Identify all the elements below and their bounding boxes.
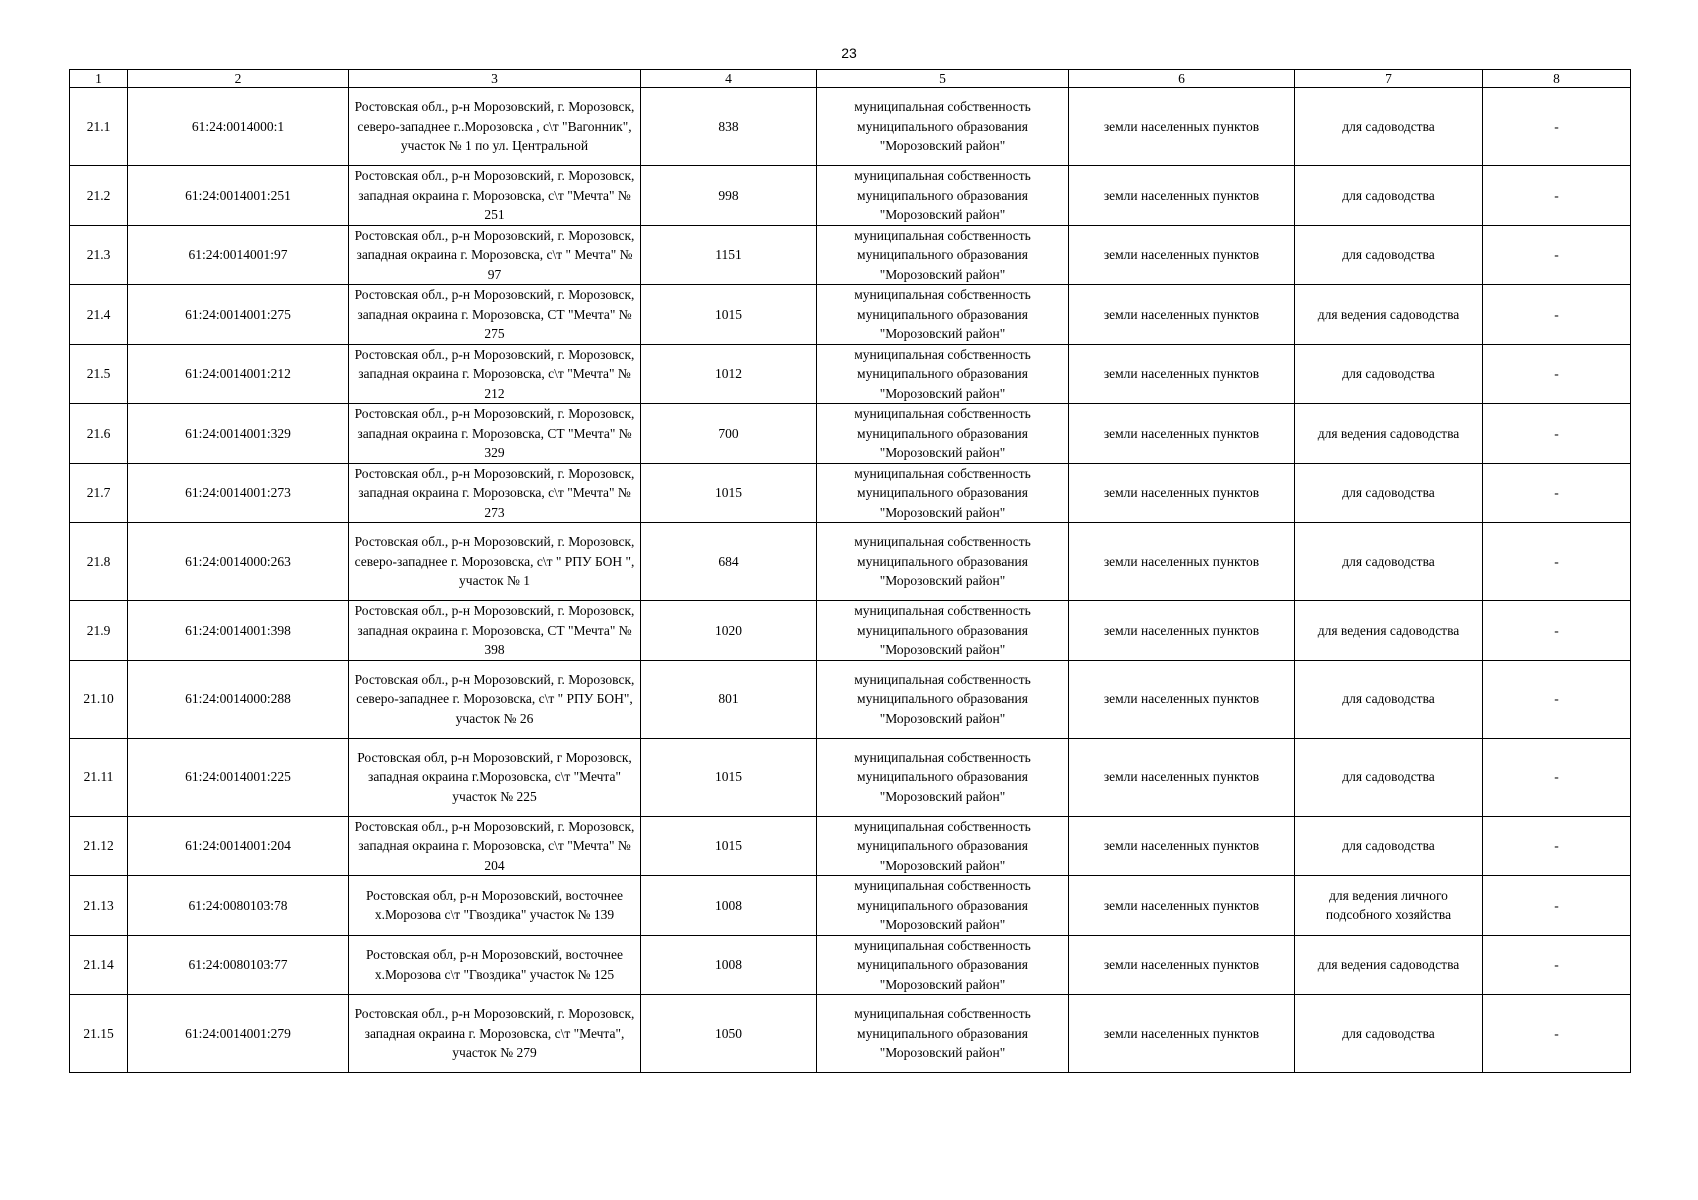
note-cell: -	[1483, 601, 1631, 661]
ownership-cell: муниципальная собственность муниципального образования "Морозовский район"	[817, 285, 1069, 345]
area-cell: 1008	[641, 876, 817, 936]
note-cell: -	[1483, 166, 1631, 226]
cadastral-number-cell: 61:24:0014001:251	[128, 166, 349, 226]
address-cell: Ростовская обл., р-н Морозовский, г. Морозовск, западная окраина г. Морозовска, с\т "Мечта" № 273	[349, 463, 641, 523]
table-row	[70, 344, 1631, 404]
area-cell: 838	[641, 88, 817, 166]
permitted-use-cell: для ведения садоводства	[1295, 285, 1483, 345]
ownership-cell: муниципальная собственность муниципального образования "Морозовский район"	[817, 88, 1069, 166]
cadastral-number-cell: 61:24:0080103:77	[128, 935, 349, 995]
note-cell: -	[1483, 995, 1631, 1073]
address-cell: Ростовская обл., р-н Морозовский, г. Морозовск, северо-западнее г..Морозовска , с\т "Вагонник", участок № 1 по ул. Центральной	[349, 88, 641, 166]
column-header-5: 5	[817, 70, 1069, 88]
land-category-cell: земли населенных пунктов	[1069, 225, 1295, 285]
note-cell: -	[1483, 935, 1631, 995]
column-header-8: 8	[1483, 70, 1631, 88]
land-category-cell: земли населенных пунктов	[1069, 876, 1295, 936]
table-row	[70, 523, 1631, 601]
note-cell: -	[1483, 660, 1631, 738]
cadastral-number-cell: 61:24:0014001:398	[128, 601, 349, 661]
table-row	[70, 816, 1631, 876]
table-row	[70, 995, 1631, 1073]
cadastral-number-cell: 61:24:0014000:288	[128, 660, 349, 738]
land-category-cell: земли населенных пунктов	[1069, 166, 1295, 226]
row-number-cell: 21.4	[70, 285, 128, 345]
row-number-cell: 21.15	[70, 995, 128, 1073]
table-row	[70, 935, 1631, 995]
land-category-cell: земли населенных пунктов	[1069, 285, 1295, 345]
cadastral-number-cell: 61:24:0014000:263	[128, 523, 349, 601]
ownership-cell: муниципальная собственность муниципального образования "Морозовский район"	[817, 463, 1069, 523]
table-row	[70, 660, 1631, 738]
address-cell: Ростовская обл., р-н Морозовский, г. Морозовск, западная окраина г. Морозовска, СТ "Мечта" № 275	[349, 285, 641, 345]
table-row	[70, 404, 1631, 464]
column-header-1: 1	[70, 70, 128, 88]
area-cell: 684	[641, 523, 817, 601]
land-category-cell: земли населенных пунктов	[1069, 660, 1295, 738]
permitted-use-cell: для садоводства	[1295, 660, 1483, 738]
land-category-cell: земли населенных пунктов	[1069, 935, 1295, 995]
table-row	[70, 738, 1631, 816]
land-plots-table	[69, 69, 1631, 1073]
land-category-cell: земли населенных пунктов	[1069, 344, 1295, 404]
address-cell: Ростовская обл., р-н Морозовский, г. Морозовск, западная окраина г. Морозовска, СТ "Мечта" № 398	[349, 601, 641, 661]
ownership-cell: муниципальная собственность муниципального образования "Морозовский район"	[817, 816, 1069, 876]
note-cell: -	[1483, 876, 1631, 936]
ownership-cell: муниципальная собственность муниципального образования "Морозовский район"	[817, 935, 1069, 995]
ownership-cell: муниципальная собственность муниципального образования "Морозовский район"	[817, 601, 1069, 661]
note-cell: -	[1483, 523, 1631, 601]
table-row	[70, 601, 1631, 661]
permitted-use-cell: для ведения садоводства	[1295, 601, 1483, 661]
address-cell: Ростовская обл., р-н Морозовский, г. Морозовск, западная окраина г. Морозовска, с\т "Мечта", участок № 279	[349, 995, 641, 1073]
row-number-cell: 21.9	[70, 601, 128, 661]
column-header-6: 6	[1069, 70, 1295, 88]
cadastral-number-cell: 61:24:0014001:212	[128, 344, 349, 404]
ownership-cell: муниципальная собственность муниципального образования "Морозовский район"	[817, 876, 1069, 936]
row-number-cell: 21.3	[70, 225, 128, 285]
row-number-cell: 21.12	[70, 816, 128, 876]
area-cell: 998	[641, 166, 817, 226]
ownership-cell: муниципальная собственность муниципального образования "Морозовский район"	[817, 660, 1069, 738]
permitted-use-cell: для садоводства	[1295, 738, 1483, 816]
area-cell: 700	[641, 404, 817, 464]
table-row	[70, 88, 1631, 166]
table-row	[70, 166, 1631, 226]
table-row	[70, 463, 1631, 523]
note-cell: -	[1483, 344, 1631, 404]
ownership-cell: муниципальная собственность муниципального образования "Морозовский район"	[817, 166, 1069, 226]
address-cell: Ростовская обл., р-н Морозовский, г. Морозовск, северо-западнее г. Морозовска, с\т " РПУ БОН ", участок № 1	[349, 523, 641, 601]
note-cell: -	[1483, 285, 1631, 345]
note-cell: -	[1483, 463, 1631, 523]
address-cell: Ростовская обл., р-н Морозовский, г. Морозовск, западная окраина г. Морозовска, СТ "Мечта" № 329	[349, 404, 641, 464]
permitted-use-cell: для ведения садоводства	[1295, 404, 1483, 464]
column-header-4: 4	[641, 70, 817, 88]
cadastral-number-cell: 61:24:0014001:273	[128, 463, 349, 523]
permitted-use-cell: для садоводства	[1295, 166, 1483, 226]
permitted-use-cell: для садоводства	[1295, 463, 1483, 523]
cadastral-number-cell: 61:24:0080103:78	[128, 876, 349, 936]
permitted-use-cell: для садоводства	[1295, 523, 1483, 601]
cadastral-number-cell: 61:24:0014001:329	[128, 404, 349, 464]
ownership-cell: муниципальная собственность муниципального образования "Морозовский район"	[817, 225, 1069, 285]
row-number-cell: 21.2	[70, 166, 128, 226]
permitted-use-cell: для садоводства	[1295, 344, 1483, 404]
note-cell: -	[1483, 738, 1631, 816]
area-cell: 1151	[641, 225, 817, 285]
permitted-use-cell: для садоводства	[1295, 88, 1483, 166]
permitted-use-cell: для садоводства	[1295, 225, 1483, 285]
area-cell: 1020	[641, 601, 817, 661]
column-header-2: 2	[128, 70, 349, 88]
land-category-cell: земли населенных пунктов	[1069, 88, 1295, 166]
land-category-cell: земли населенных пунктов	[1069, 738, 1295, 816]
land-category-cell: земли населенных пунктов	[1069, 404, 1295, 464]
address-cell: Ростовская обл., р-н Морозовский, г. Морозовск, северо-западнее г. Морозовска, с\т " РПУ БОН", участок № 26	[349, 660, 641, 738]
ownership-cell: муниципальная собственность муниципального образования "Морозовский район"	[817, 404, 1069, 464]
table-row	[70, 876, 1631, 936]
cadastral-number-cell: 61:24:0014000:1	[128, 88, 349, 166]
row-number-cell: 21.13	[70, 876, 128, 936]
area-cell: 1015	[641, 285, 817, 345]
area-cell: 1008	[641, 935, 817, 995]
address-cell: Ростовская обл., р-н Морозовский, г. Морозовск, западная окраина г. Морозовска, с\т "Мечта" № 212	[349, 344, 641, 404]
ownership-cell: муниципальная собственность муниципального образования "Морозовский район"	[817, 344, 1069, 404]
area-cell: 801	[641, 660, 817, 738]
area-cell: 1050	[641, 995, 817, 1073]
area-cell: 1015	[641, 816, 817, 876]
permitted-use-cell: для ведения личного подсобного хозяйства	[1295, 876, 1483, 936]
row-number-cell: 21.7	[70, 463, 128, 523]
area-cell: 1012	[641, 344, 817, 404]
ownership-cell: муниципальная собственность муниципального образования "Морозовский район"	[817, 523, 1069, 601]
address-cell: Ростовская обл., р-н Морозовский, г. Морозовск, западная окраина г. Морозовска, с\т " Мечта" № 97	[349, 225, 641, 285]
row-number-cell: 21.11	[70, 738, 128, 816]
row-number-cell: 21.6	[70, 404, 128, 464]
address-cell: Ростовская обл., р-н Морозовский, г. Морозовск, западная окраина г. Морозовска, с\т "Мечта" № 251	[349, 166, 641, 226]
land-category-cell: земли населенных пунктов	[1069, 463, 1295, 523]
area-cell: 1015	[641, 463, 817, 523]
permitted-use-cell: для ведения садоводства	[1295, 935, 1483, 995]
area-cell: 1015	[641, 738, 817, 816]
page-number: 23	[841, 45, 857, 61]
row-number-cell: 21.8	[70, 523, 128, 601]
permitted-use-cell: для садоводства	[1295, 816, 1483, 876]
land-category-cell: земли населенных пунктов	[1069, 523, 1295, 601]
table-row	[70, 285, 1631, 345]
cadastral-number-cell: 61:24:0014001:204	[128, 816, 349, 876]
cadastral-number-cell: 61:24:0014001:225	[128, 738, 349, 816]
address-cell: Ростовская обл., р-н Морозовский, г. Морозовск, западная окраина г. Морозовска, с\т "Мечта" № 204	[349, 816, 641, 876]
note-cell: -	[1483, 88, 1631, 166]
address-cell: Ростовская обл, р-н Морозовский, восточнее х.Морозова с\т "Гвоздика" участок № 125	[349, 935, 641, 995]
table-row	[70, 225, 1631, 285]
row-number-cell: 21.5	[70, 344, 128, 404]
row-number-cell: 21.1	[70, 88, 128, 166]
note-cell: -	[1483, 404, 1631, 464]
ownership-cell: муниципальная собственность муниципального образования "Морозовский район"	[817, 995, 1069, 1073]
cadastral-number-cell: 61:24:0014001:279	[128, 995, 349, 1073]
cadastral-number-cell: 61:24:0014001:275	[128, 285, 349, 345]
column-number-row	[70, 70, 1631, 88]
address-cell: Ростовская обл, р-н Морозовский, г Морозовск, западная окраина г.Морозовска, с\т "Мечта" участок № 225	[349, 738, 641, 816]
cadastral-number-cell: 61:24:0014001:97	[128, 225, 349, 285]
land-category-cell: земли населенных пунктов	[1069, 995, 1295, 1073]
address-cell: Ростовская обл, р-н Морозовский, восточнее х.Морозова с\т "Гвоздика" участок № 139	[349, 876, 641, 936]
land-category-cell: земли населенных пунктов	[1069, 816, 1295, 876]
note-cell: -	[1483, 225, 1631, 285]
row-number-cell: 21.14	[70, 935, 128, 995]
column-header-3: 3	[349, 70, 641, 88]
permitted-use-cell: для садоводства	[1295, 995, 1483, 1073]
land-category-cell: земли населенных пунктов	[1069, 601, 1295, 661]
column-header-7: 7	[1295, 70, 1483, 88]
note-cell: -	[1483, 816, 1631, 876]
ownership-cell: муниципальная собственность муниципального образования "Морозовский район"	[817, 738, 1069, 816]
table-body	[70, 70, 1631, 1073]
row-number-cell: 21.10	[70, 660, 128, 738]
